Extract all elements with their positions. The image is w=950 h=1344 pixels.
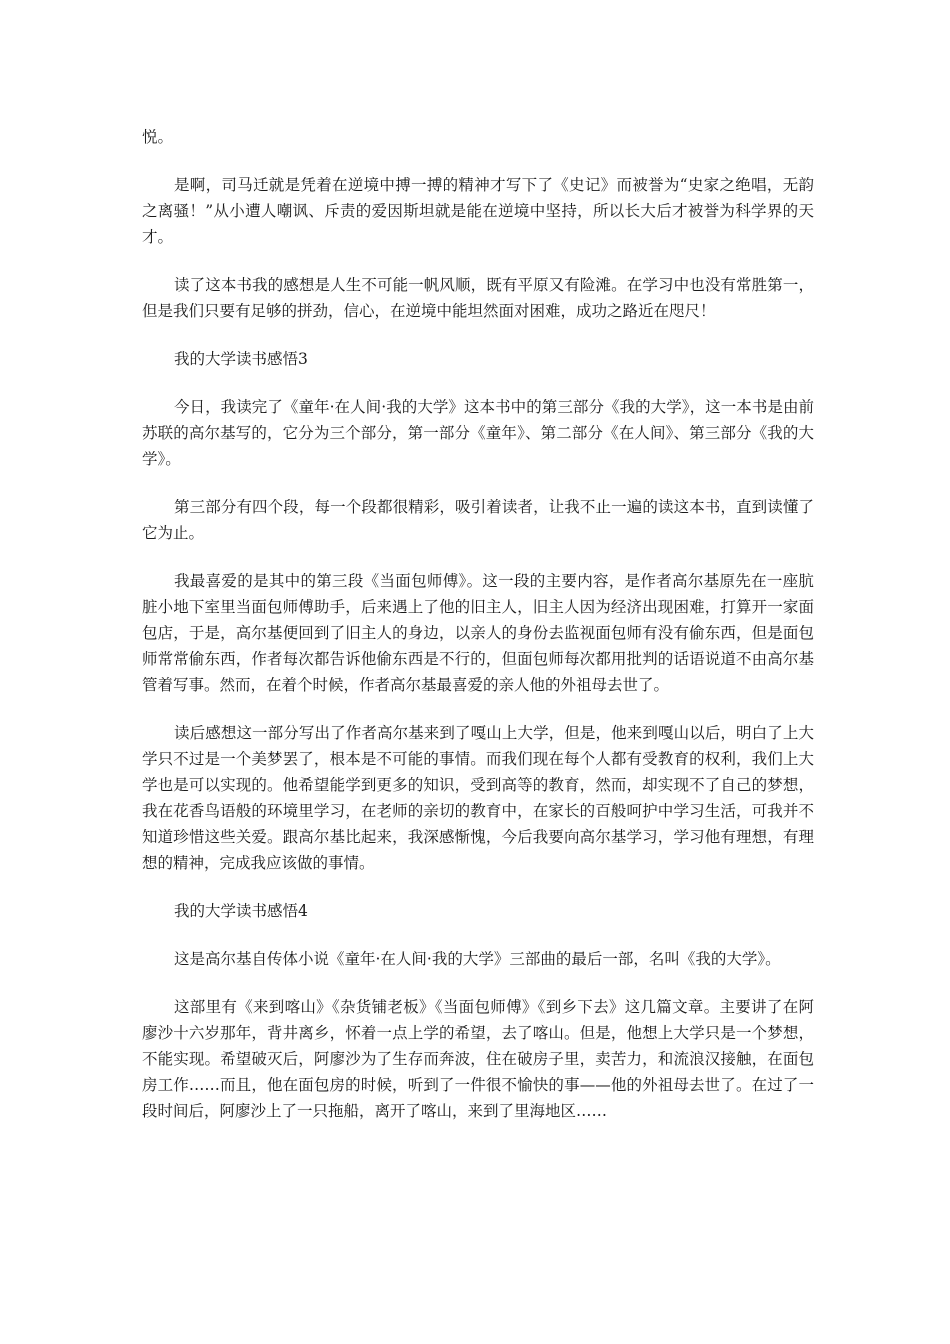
paragraph: 悦。 [142, 128, 174, 146]
paragraph: 读后感想这一部分写出了作者高尔基来到了嘎山上大学，但是，他来到嘎山以后，明白了上大学只不过是一个美梦罢了，根本是不可能的事情。而我们现在每个人都有受教育的权利，我们上大学也是可以实现的。他希望能学到更多的知识，受到高等的教育，然而，却实现不了自己的梦想，我在花香鸟语般的环境里学习，在老师的亲切的教育中，在家长的百般呵护中学习生活，可我并不知道珍惜这些关爱。跟高尔基比起来，我深感惭愧，今后我要向高尔基学习，学习他有理想，有理想的精神，完成我应该做的事情。 [142, 724, 814, 872]
paragraph: 是啊，司马迁就是凭着在逆境中搏一搏的精神才写下了《史记》而被誉为“史家之绝唱，无韵之离骚！”从小遭人嘲讽、斥责的爱因斯坦就是能在逆境中坚持，所以长大后才被誉为科学界的天才。 [142, 176, 814, 246]
section-heading: 我的大学读书感悟3 [174, 350, 308, 368]
document-page [142, 124, 814, 1146]
paragraph: 读了这本书我的感想是人生不可能一帆风顺，既有平原又有险滩。在学习中也没有常胜第一，但是我们只要有足够的拼劲，信心，在逆境中能坦然面对困难，成功之路近在咫尺！ [142, 276, 814, 320]
paragraph: 我最喜爱的是其中的第三段《当面包师傅》。这一段的主要内容，是作者高尔基原先在一座肮脏小地下室里当面包师傅助手，后来遇上了他的旧主人，旧主人因为经济出现困难，打算开一家面包店，于是，高尔基便回到了旧主人的身边，以亲人的身份去监视面包师有没有偷东西，但是面包师常常偷东西，作者每次都告诉他偷东西是不行的，但面包师每次都用批判的话语说道不由高尔基管着写事。然而，在着个时候，作者高尔基最喜爱的亲人他的外祖母去世了。 [142, 572, 814, 694]
paragraph: 第三部分有四个段，每一个段都很精彩，吸引着读者，让我不止一遍的读这本书，直到读懂了它为止。 [142, 498, 814, 542]
paragraph: 今日，我读完了《童年·在人间·我的大学》这本书中的第三部分《我的大学》，这一本书是由前苏联的高尔基写的，它分为三个部分，第一部分《童年》、第二部分《在人间》、第三部分《我的大学》。 [142, 398, 814, 468]
paragraph: 这是高尔基自传体小说《童年·在人间·我的大学》三部曲的最后一部，名叫《我的大学》。 [174, 950, 781, 968]
paragraph: 这部里有《来到喀山》《杂货铺老板》《当面包师傅》《到乡下去》这几篇文章。主要讲了在阿廖沙十六岁那年，背井离乡，怀着一点上学的希望，去了喀山。但是，他想上大学只是一个梦想，不能实现。希望破灭后，阿廖沙为了生存而奔波，住在破房子里，卖苦力，和流浪汉接触，在面包房工作……而且，他在面包房的时候，听到了一件很不愉快的事——他的外祖母去世了。在过了一段时间后，阿廖沙上了一只拖船，离开了喀山，来到了里海地区…… [142, 998, 814, 1120]
section-heading: 我的大学读书感悟4 [174, 902, 308, 920]
